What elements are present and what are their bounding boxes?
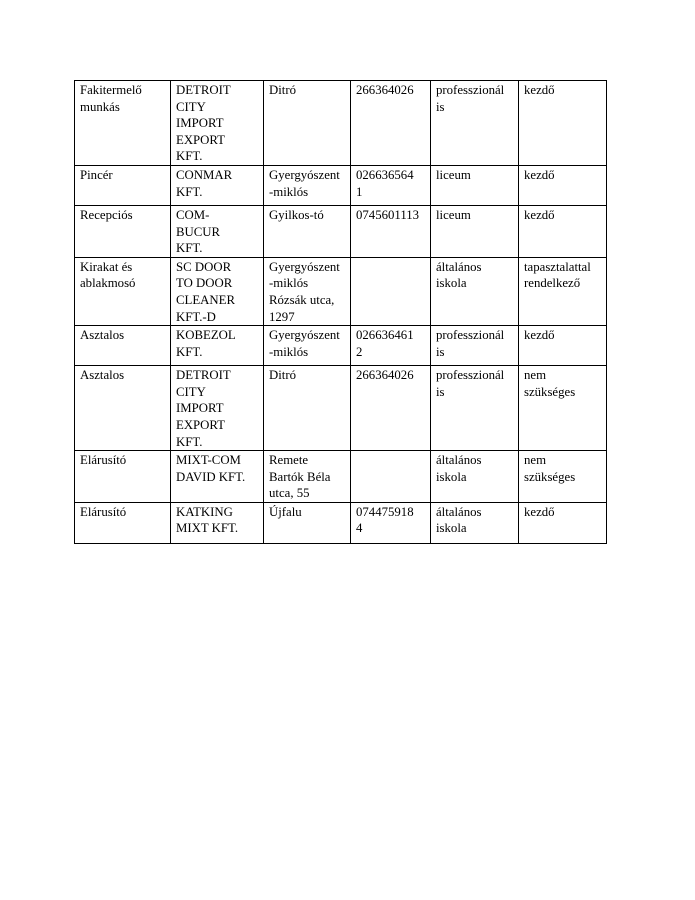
cell-education-line: iskola (436, 469, 467, 484)
cell-experience (519, 451, 607, 503)
cell-phone-line: 1 (356, 184, 363, 199)
table-row (75, 81, 607, 166)
cell-company-line: DETROIT (176, 368, 231, 383)
cell-company-line: MIXT KFT. (176, 521, 239, 536)
cell-location-line: Bartók Béla (269, 469, 331, 484)
cell-location (264, 257, 351, 325)
cell-location (264, 502, 351, 543)
cell-experience-line: kezdő (524, 328, 555, 343)
cell-education-line: általános (436, 259, 482, 274)
cell-company-line: CLEANER (176, 292, 236, 307)
cell-education-line: professzionál (436, 368, 505, 383)
cell-location (264, 205, 351, 257)
cell-location-line: Gyergyószent (269, 259, 340, 274)
cell-location (264, 451, 351, 503)
cell-education-line: is (436, 344, 445, 359)
table-row (75, 366, 607, 451)
cell-company-line: CITY (176, 99, 206, 114)
cell-job-title-line: munkás (80, 99, 120, 114)
cell-company-line: EXPORT (176, 132, 226, 147)
table-row (75, 165, 607, 205)
cell-job-title-line: Asztalos (80, 328, 125, 343)
cell-phone (351, 502, 431, 543)
cell-job-title-line: Recepciós (80, 207, 133, 222)
cell-experience-line: tapasztalattal (524, 259, 591, 274)
cell-experience-line: szükséges (524, 469, 576, 484)
cell-phone-line: 4 (356, 521, 363, 536)
cell-experience (519, 205, 607, 257)
cell-company (171, 366, 264, 451)
table-row (75, 326, 607, 366)
cell-location (264, 326, 351, 366)
cell-company (171, 257, 264, 325)
cell-company-line: KFT. (176, 184, 203, 199)
cell-education (431, 205, 519, 257)
cell-job-title (75, 165, 171, 205)
job-listings-body (75, 81, 607, 544)
cell-education (431, 81, 519, 166)
cell-phone (351, 326, 431, 366)
cell-location-line: Remete (269, 453, 309, 468)
cell-experience (519, 326, 607, 366)
cell-education-line: általános (436, 453, 482, 468)
cell-company-line: DAVID KFT. (176, 469, 246, 484)
cell-company-line: TO DOOR (176, 276, 233, 291)
cell-company-line: MIXT-COM (176, 453, 241, 468)
cell-experience-line: szükséges (524, 384, 576, 399)
cell-location-line: 1297 (269, 309, 295, 324)
cell-job-title (75, 81, 171, 166)
cell-education-line: liceum (436, 167, 471, 182)
cell-company-line: KFT. (176, 344, 203, 359)
cell-education-line: iskola (436, 276, 467, 291)
cell-experience (519, 81, 607, 166)
cell-job-title-line: ablakmosó (80, 276, 136, 291)
cell-experience (519, 366, 607, 451)
cell-education (431, 257, 519, 325)
cell-experience-line: rendelkező (524, 276, 581, 291)
cell-phone (351, 81, 431, 166)
cell-phone-line: 266364026 (356, 368, 414, 383)
cell-job-title (75, 451, 171, 503)
cell-phone (351, 257, 431, 325)
cell-experience (519, 502, 607, 543)
cell-job-title-line: Pincér (80, 167, 113, 182)
cell-job-title-line: Elárusító (80, 504, 127, 519)
cell-location-line: utca, 55 (269, 486, 310, 501)
cell-location (264, 366, 351, 451)
cell-phone-line: 2 (356, 344, 363, 359)
cell-location (264, 81, 351, 166)
cell-company-line: COM- (176, 207, 210, 222)
cell-experience (519, 257, 607, 325)
cell-education (431, 451, 519, 503)
cell-job-title (75, 366, 171, 451)
table-row (75, 502, 607, 543)
cell-experience-line: nem (524, 368, 547, 383)
cell-phone (351, 451, 431, 503)
cell-experience-line: kezdő (524, 504, 555, 519)
cell-education-line: liceum (436, 207, 471, 222)
cell-experience-line: kezdő (524, 83, 555, 97)
cell-location (264, 165, 351, 205)
cell-phone-line: 026636461 (356, 328, 414, 343)
cell-location-line: -miklós (269, 184, 309, 199)
cell-education (431, 165, 519, 205)
cell-company-line: KFT. (176, 434, 203, 449)
cell-experience-line: nem (524, 453, 547, 468)
cell-education-line: is (436, 99, 445, 114)
cell-company-line: EXPORT (176, 417, 226, 432)
job-listings-table (74, 80, 607, 544)
cell-company-line: CITY (176, 384, 206, 399)
cell-location-line: -miklós (269, 276, 309, 291)
cell-company (171, 165, 264, 205)
cell-company-line: KATKING (176, 504, 233, 519)
cell-company (171, 81, 264, 166)
cell-company (171, 502, 264, 543)
table-row (75, 257, 607, 325)
cell-education-line: professzionál (436, 83, 505, 97)
cell-job-title-line: Elárusító (80, 453, 127, 468)
cell-company-line: KFT. (176, 149, 203, 164)
cell-company (171, 326, 264, 366)
cell-company (171, 205, 264, 257)
cell-company-line: KFT.-D (176, 309, 216, 324)
table-row (75, 205, 607, 257)
cell-experience-line: kezdő (524, 207, 555, 222)
cell-phone-line: 266364026 (356, 83, 414, 97)
cell-company-line: KFT. (176, 241, 203, 256)
cell-job-title (75, 326, 171, 366)
cell-job-title-line: Kirakat és (80, 259, 133, 274)
cell-job-title-line: Asztalos (80, 368, 125, 383)
cell-job-title-line: Fakitermelő (80, 83, 142, 97)
cell-job-title (75, 502, 171, 543)
cell-education-line: professzionál (436, 328, 505, 343)
cell-education (431, 366, 519, 451)
cell-location-line: Gyilkos-tó (269, 207, 324, 222)
cell-company-line: IMPORT (176, 401, 224, 416)
cell-education-line: is (436, 384, 445, 399)
cell-education (431, 502, 519, 543)
cell-location-line: Újfalu (269, 504, 302, 519)
cell-education-line: iskola (436, 521, 467, 536)
cell-phone (351, 165, 431, 205)
cell-education (431, 326, 519, 366)
cell-location-line: Gyergyószent (269, 328, 340, 343)
cell-location-line: -miklós (269, 344, 309, 359)
cell-phone-line: 0745601113 (356, 207, 420, 222)
cell-experience-line: kezdő (524, 167, 555, 182)
table-row (75, 451, 607, 503)
cell-company-line: IMPORT (176, 116, 224, 131)
cell-location-line: Gyergyószent (269, 167, 340, 182)
cell-company-line: KOBEZOL (176, 328, 236, 343)
cell-job-title (75, 257, 171, 325)
cell-company (171, 451, 264, 503)
cell-education-line: általános (436, 504, 482, 519)
cell-location-line: Ditró (269, 83, 297, 97)
cell-location-line: Ditró (269, 368, 297, 383)
cell-company-line: DETROIT (176, 83, 231, 97)
cell-company-line: CONMAR (176, 167, 233, 182)
cell-phone-line: 074475918 (356, 504, 414, 519)
cell-company-line: SC DOOR (176, 259, 232, 274)
cell-location-line: Rózsák utca, (269, 292, 335, 307)
cell-company-line: BUCUR (176, 224, 221, 239)
cell-job-title (75, 205, 171, 257)
cell-phone-line: 026636564 (356, 167, 414, 182)
cell-experience (519, 165, 607, 205)
cell-phone (351, 366, 431, 451)
cell-phone (351, 205, 431, 257)
